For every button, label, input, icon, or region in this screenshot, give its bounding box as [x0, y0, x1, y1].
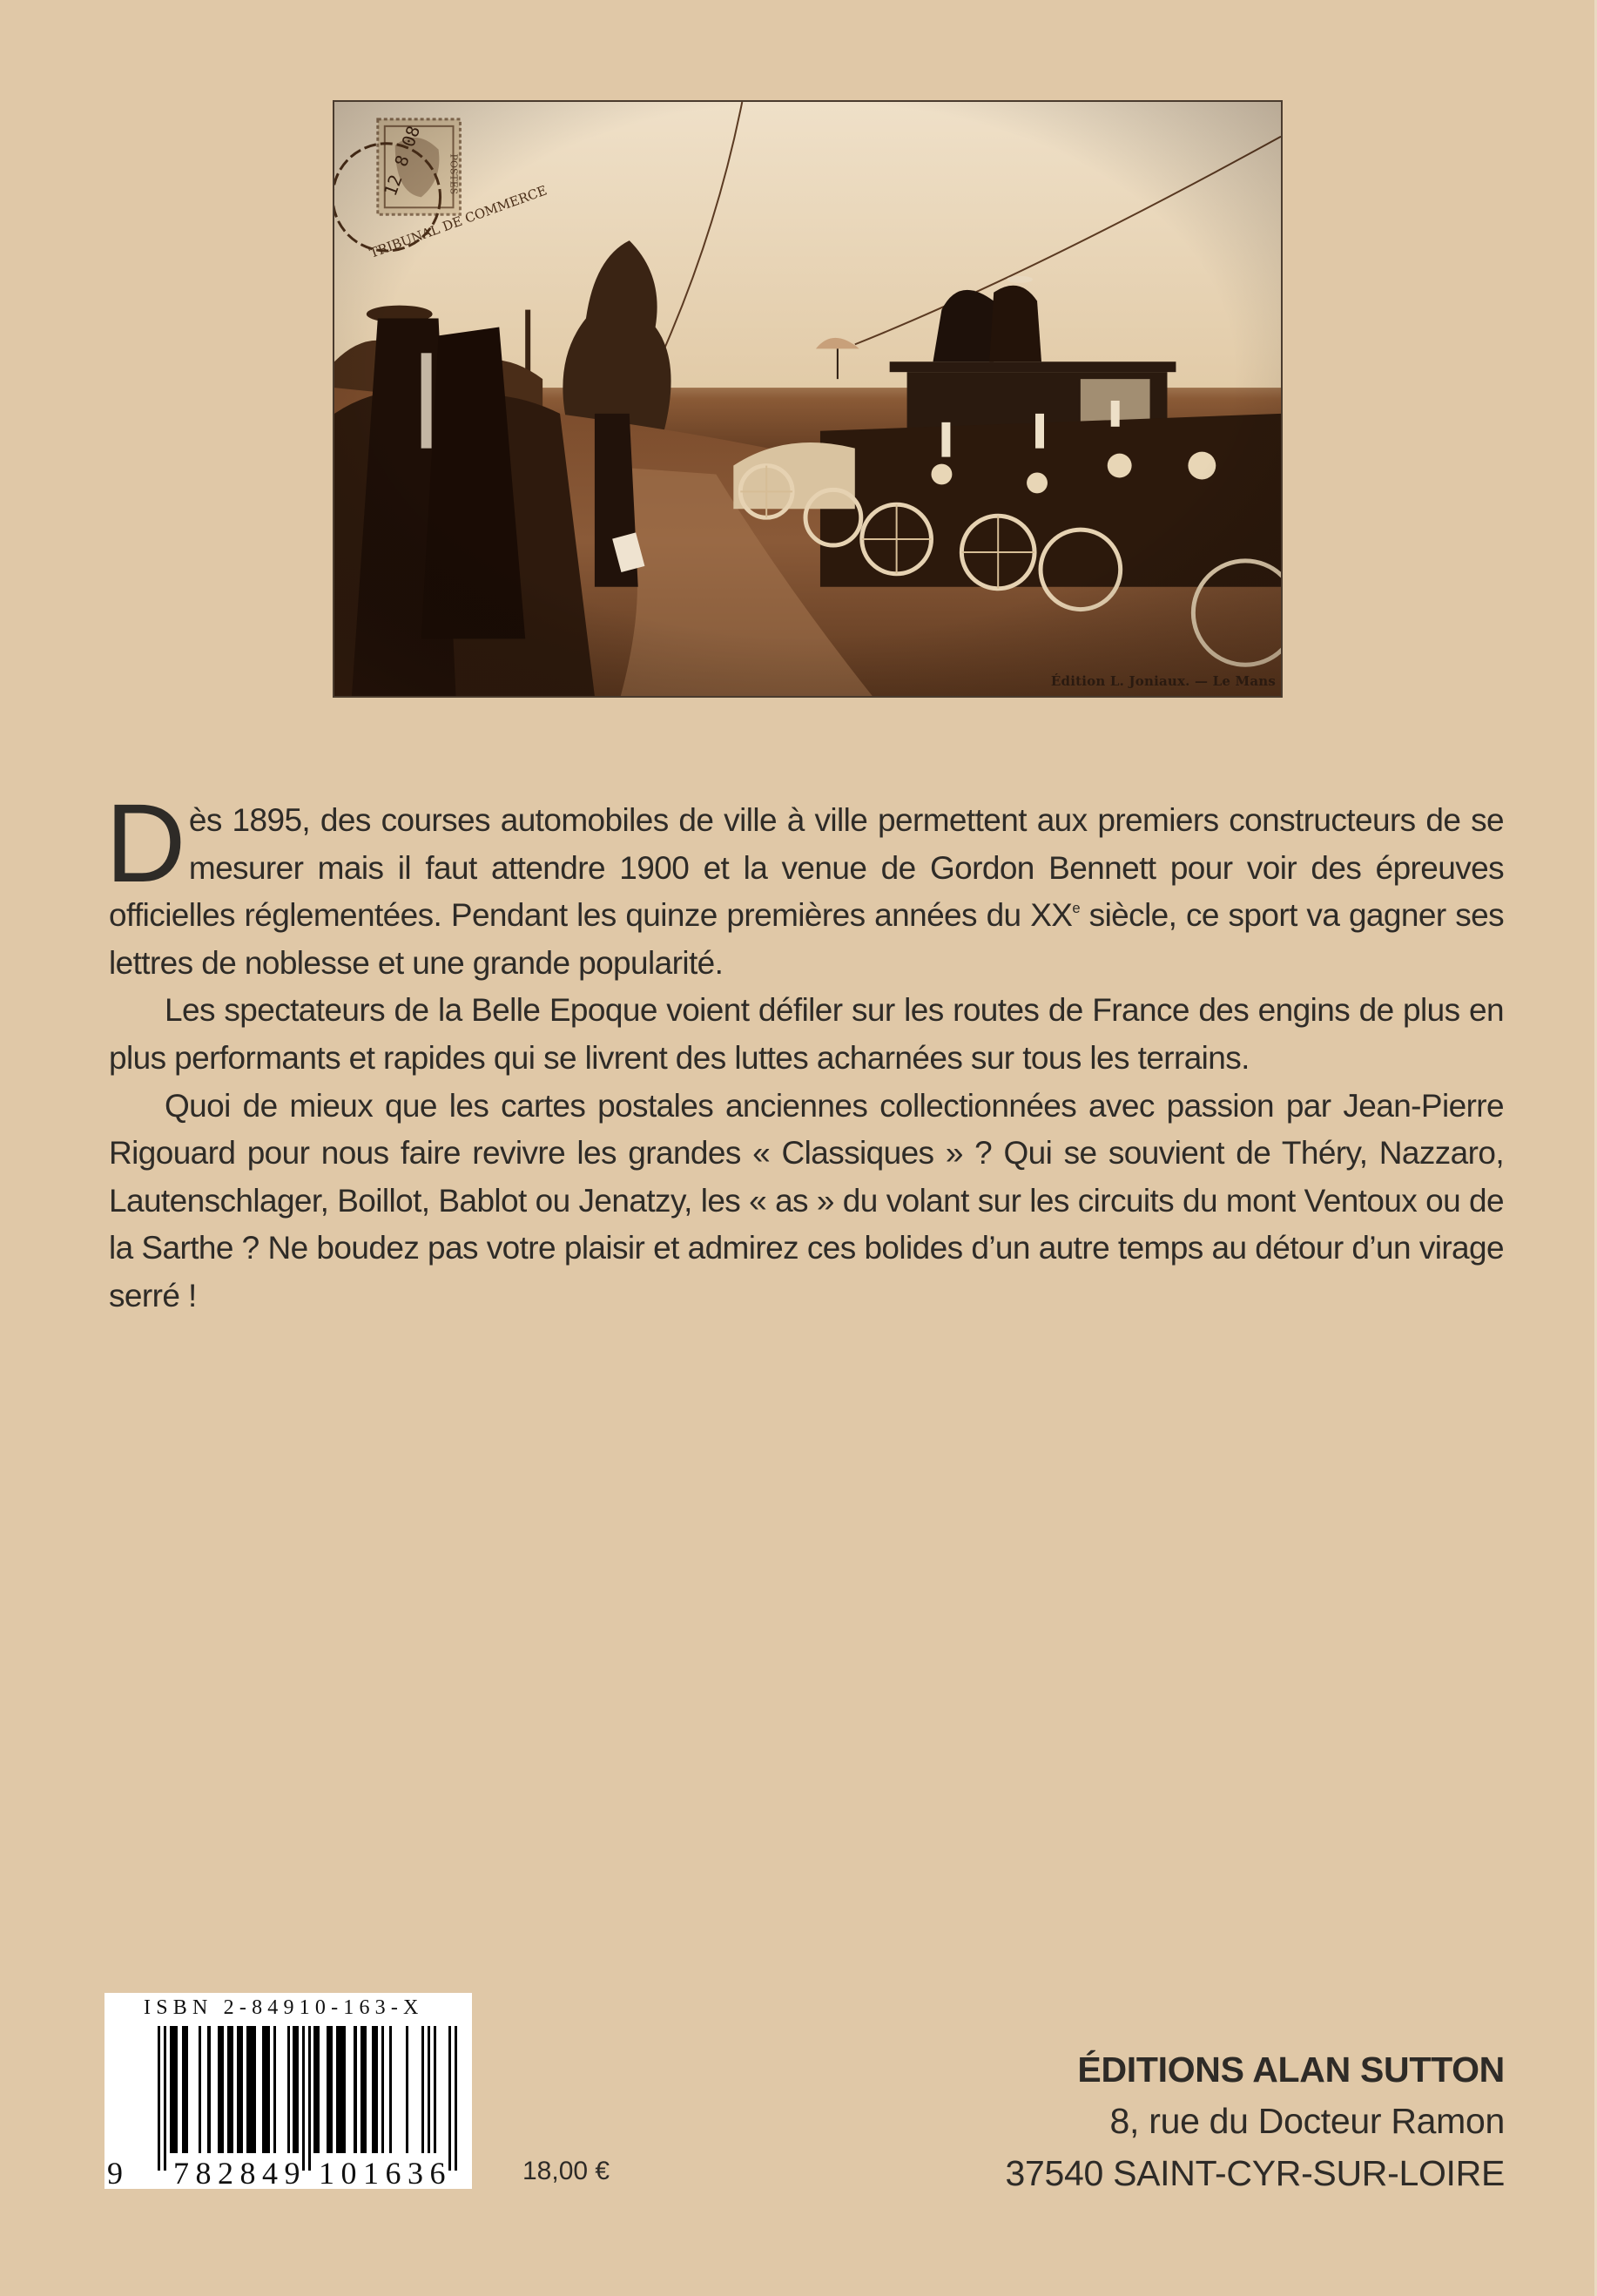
sepia-photo-illustration [334, 102, 1281, 696]
paragraph-1: Dès 1895, des courses automobiles de ville à ville permettent aux premiers constructeurs de se mesurer mais il faut attendre 1900 et la venue de Gordon Bennett pour voir des épreuves officielles réglementées. Pendant les quinze premières années du XXe siècle, ce sport va gagner ses lettres de noblesse et une grande popularité. [105, 781, 1504, 981]
drop-cap: D [105, 781, 185, 906]
ean-digits [107, 2155, 473, 2190]
isbn-label: ISBN 2-84910-163-X [144, 1996, 424, 2019]
isbn-barcode [104, 1993, 472, 2189]
publisher-block [1005, 2044, 1505, 2199]
photo-caption: Édition L. Joniaux. — Le Mans [1050, 673, 1276, 689]
publisher-address-city: 37540 SAINT-CYR-SUR-LOIRE [1005, 2153, 1505, 2193]
paragraph-2: Les spectateurs de la Belle Epoque voient défiler sur les routes de France des engins de plus en plus performants et rapides qui se livrent des luttes acharnées sur tous les terrains. [109, 992, 1504, 1076]
ean-first-digit: 9 [107, 2156, 123, 2191]
paragraph-3: Quoi de mieux que les cartes postales anciennes collectionnées avec passion par Jean-Pierre Rigouard pour nous faire revivre les grandes « Classiques » ? Qui se souvient de Théry, Nazzaro, Lautenschlager, Boillot, Bablot ou Jenatzy, les « as » du volant sur les circuits du mont Ventoux ou de la Sarthe ? Ne boudez pas votre plaisir et admirez ces bolides d’un autre temps au détour d’un virage serré ! [109, 1087, 1504, 1313]
price: 18,00 € [522, 2157, 610, 2185]
ean-right-group: 101636 [319, 2156, 452, 2191]
publisher-address-street: 8, rue du Docteur Ramon [1109, 2101, 1505, 2141]
back-cover-blurb [105, 781, 1504, 1320]
ean-left-group: 782849 [173, 2156, 307, 2191]
publisher-name: ÉDITIONS ALAN SUTTON [1077, 2050, 1505, 2090]
cover-photo [333, 100, 1283, 698]
